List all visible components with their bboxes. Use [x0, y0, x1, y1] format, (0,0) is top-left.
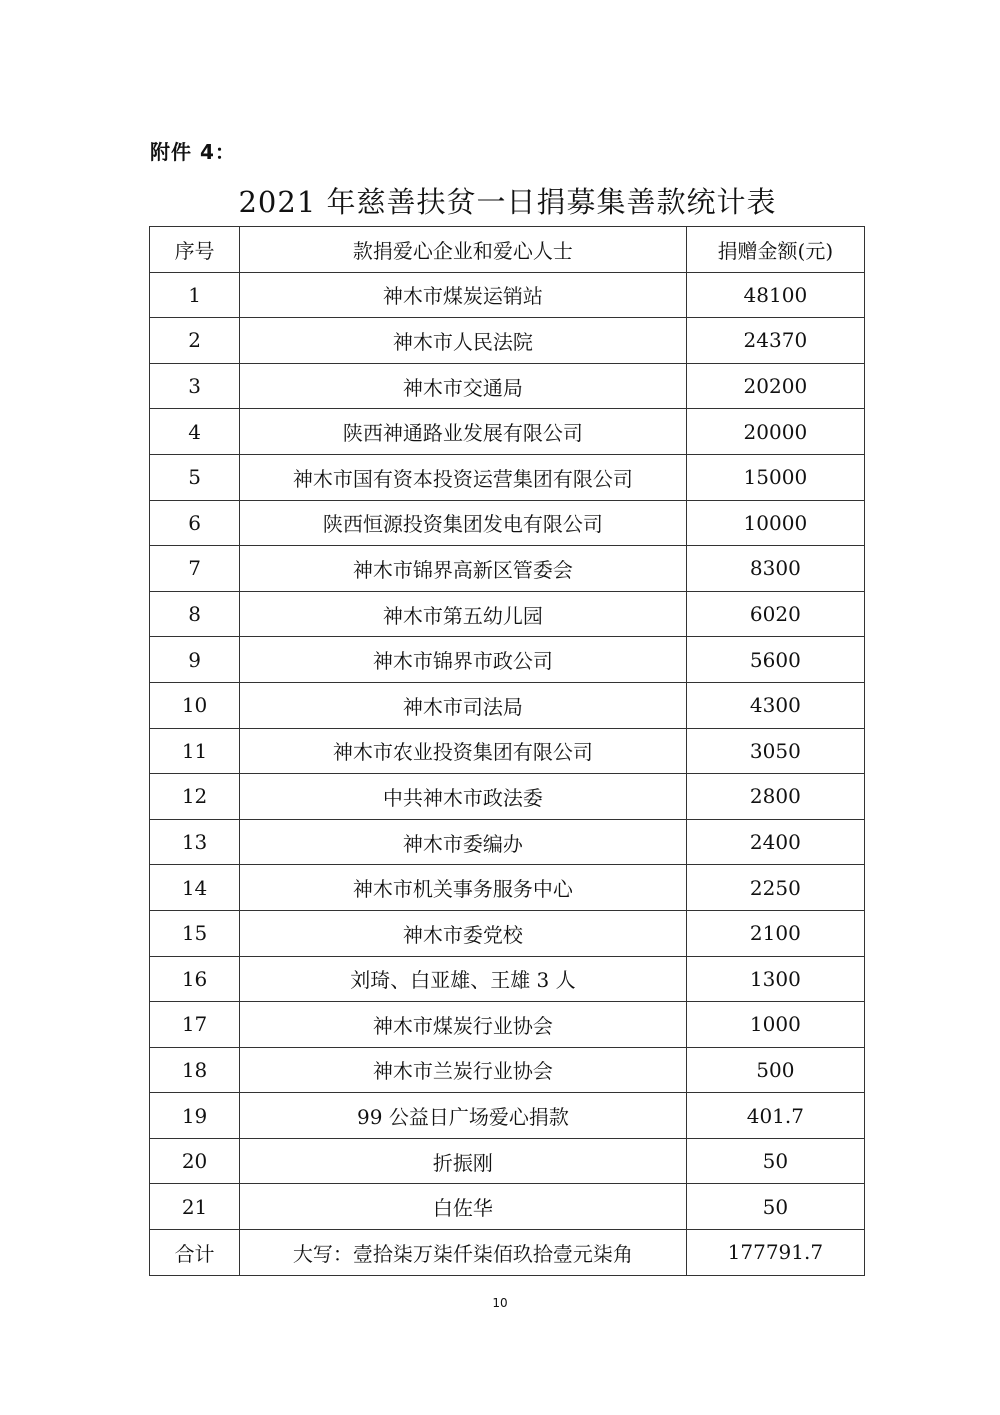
row-donor: 神木市国有资本投资运营集团有限公司 — [240, 454, 687, 500]
total-in-words: 大写：壹拾柒万柒仟柒佰玖拾壹元柒角 — [240, 1230, 687, 1276]
row-no: 17 — [150, 1002, 240, 1048]
attachment-label: 附件 4： — [150, 140, 236, 164]
row-no: 18 — [150, 1047, 240, 1093]
table-row — [150, 1002, 865, 1048]
table-row — [150, 409, 865, 455]
row-donor: 神木市机关事务服务中心 — [240, 865, 687, 911]
table-row — [150, 728, 865, 774]
row-no: 2 — [150, 318, 240, 364]
table-row — [150, 682, 865, 728]
row-donor: 折振刚 — [240, 1138, 687, 1184]
row-no: 5 — [150, 454, 240, 500]
header-no: 序号 — [150, 227, 240, 273]
row-donor: 神木市第五幼儿园 — [240, 591, 687, 637]
row-amount: 48100 — [686, 272, 864, 318]
row-no: 10 — [150, 682, 240, 728]
table-header-row — [150, 227, 865, 273]
row-amount: 1000 — [686, 1002, 864, 1048]
table-row — [150, 591, 865, 637]
row-amount: 20000 — [686, 409, 864, 455]
row-amount: 500 — [686, 1047, 864, 1093]
row-donor: 神木市人民法院 — [240, 318, 687, 364]
row-no: 21 — [150, 1184, 240, 1230]
total-amount: 177791.7 — [686, 1230, 864, 1276]
table-row — [150, 819, 865, 865]
row-amount: 2800 — [686, 774, 864, 820]
row-donor: 99 公益日广场爱心捐款 — [240, 1093, 687, 1139]
row-donor: 白佐华 — [240, 1184, 687, 1230]
total-row — [150, 1230, 865, 1276]
row-no: 20 — [150, 1138, 240, 1184]
row-donor: 神木市委党校 — [240, 910, 687, 956]
row-donor: 神木市煤炭运销站 — [240, 272, 687, 318]
row-amount: 10000 — [686, 500, 864, 546]
row-amount: 50 — [686, 1184, 864, 1230]
row-amount: 3050 — [686, 728, 864, 774]
donation-table — [149, 226, 865, 1276]
table-row — [150, 637, 865, 683]
table-row — [150, 272, 865, 318]
row-no: 19 — [150, 1093, 240, 1139]
total-label: 合计 — [150, 1230, 240, 1276]
table-row — [150, 865, 865, 911]
row-amount: 1300 — [686, 956, 864, 1002]
row-amount: 2250 — [686, 865, 864, 911]
row-donor: 神木市交通局 — [240, 363, 687, 409]
table-row — [150, 318, 865, 364]
row-no: 14 — [150, 865, 240, 911]
row-donor: 神木市锦界市政公司 — [240, 637, 687, 683]
row-amount: 401.7 — [686, 1093, 864, 1139]
row-donor: 神木市锦界高新区管委会 — [240, 546, 687, 592]
row-amount: 8300 — [686, 546, 864, 592]
row-no: 8 — [150, 591, 240, 637]
table-row — [150, 1093, 865, 1139]
row-donor: 神木市煤炭行业协会 — [240, 1002, 687, 1048]
row-donor: 神木市兰炭行业协会 — [240, 1047, 687, 1093]
row-amount: 2100 — [686, 910, 864, 956]
table-row — [150, 1047, 865, 1093]
table-row — [150, 546, 865, 592]
header-amount: 捐赠金额(元) — [686, 227, 864, 273]
row-no: 3 — [150, 363, 240, 409]
row-no: 12 — [150, 774, 240, 820]
row-donor: 陕西神通路业发展有限公司 — [240, 409, 687, 455]
row-no: 9 — [150, 637, 240, 683]
row-no: 7 — [150, 546, 240, 592]
row-donor: 中共神木市政法委 — [240, 774, 687, 820]
table-row — [150, 956, 865, 1002]
row-no: 11 — [150, 728, 240, 774]
row-amount: 5600 — [686, 637, 864, 683]
table-row — [150, 774, 865, 820]
table-row — [150, 910, 865, 956]
row-amount: 2400 — [686, 819, 864, 865]
row-amount: 50 — [686, 1138, 864, 1184]
page-title: 2021 年慈善扶贫一日捐募集善款统计表 — [238, 185, 777, 219]
row-amount: 24370 — [686, 318, 864, 364]
table-row — [150, 1184, 865, 1230]
row-amount: 6020 — [686, 591, 864, 637]
table-row — [150, 363, 865, 409]
row-amount: 15000 — [686, 454, 864, 500]
row-no: 6 — [150, 500, 240, 546]
row-no: 16 — [150, 956, 240, 1002]
table-row — [150, 500, 865, 546]
row-no: 13 — [150, 819, 240, 865]
row-donor: 陕西恒源投资集团发电有限公司 — [240, 500, 687, 546]
row-donor: 神木市司法局 — [240, 682, 687, 728]
row-donor: 神木市委编办 — [240, 819, 687, 865]
row-donor: 刘琦、白亚雄、王雄 3 人 — [240, 956, 687, 1002]
header-donor: 款捐爱心企业和爱心人士 — [240, 227, 687, 273]
table-row — [150, 454, 865, 500]
row-no: 15 — [150, 910, 240, 956]
table-row — [150, 1138, 865, 1184]
row-no: 4 — [150, 409, 240, 455]
row-amount: 4300 — [686, 682, 864, 728]
row-amount: 20200 — [686, 363, 864, 409]
row-no: 1 — [150, 272, 240, 318]
page-number: 10 — [492, 1296, 508, 1310]
row-donor: 神木市农业投资集团有限公司 — [240, 728, 687, 774]
